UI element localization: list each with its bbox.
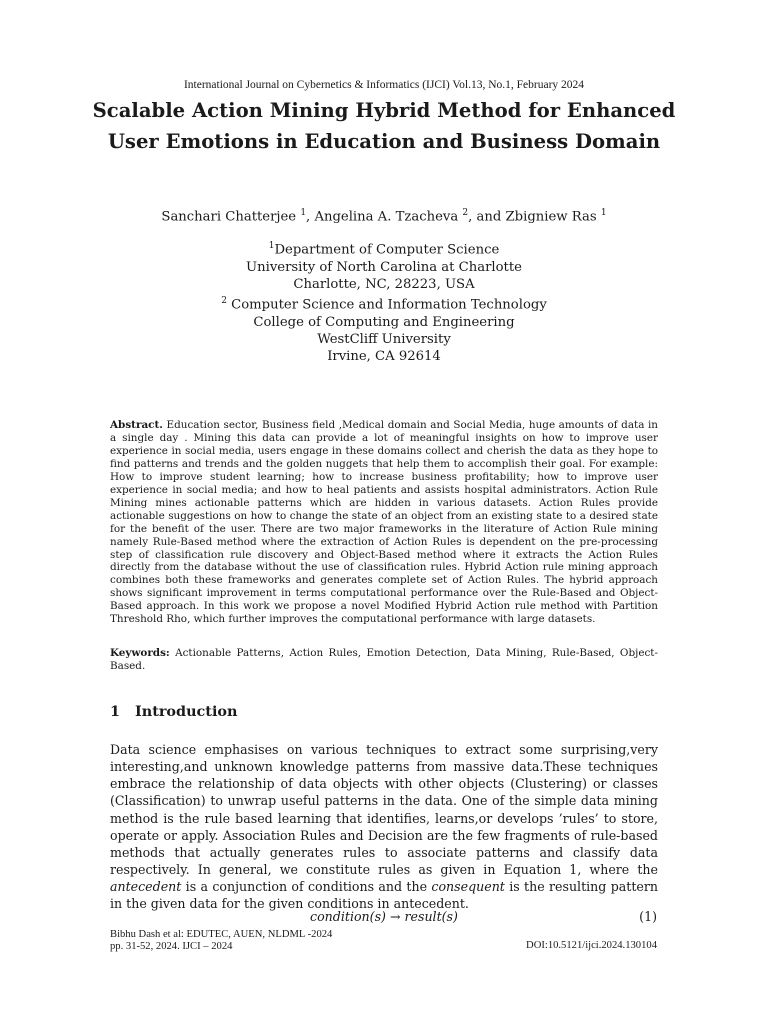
equation-number: (1)	[639, 909, 657, 924]
affiliation-line: $^2$ Computer Science and Information Technology	[221, 296, 547, 313]
author-name: Sanchari Chatterjee	[161, 209, 297, 225]
affiliation-line: University of North Carolina at Charlotte	[246, 259, 522, 275]
term-consequent: consequent	[431, 879, 505, 895]
equation-expression: condition(s) → result(s)	[310, 909, 458, 924]
abstract-text: Education sector, Business field ,Medical domain and Social Media, huge amounts of data in a single day . Mining this data can provide a lot of meaningful insights on how to improve user experience in social media, users engage in these domains collect and cherish the data as they hope to find patterns and trends and the golden nuggets that help them to accomplish their goal. For example: How to improve student learning; how to increase business profitability; how to improve user experience in social media; and how to heal patients and assists hospital administrators. Action Rule Mining mines actionable patterns which are hidden in various datasets. Action Rules provide actionable suggestions on how to change the state of an object from an existing state to a desired state for the benefit of the user. There are two major frameworks in the literature of Action Rule mining namely Rule-Based method where the extraction of Action Rules is dependent on the pre-processing step of classification rule discovery and Object-Based method where it extracts the Action Rules directly from the database without the use of classification rules. Hybrid Action rule mining approach combines both these frameworks and generates complete set of Action Rules. The hybrid approach shows significant improvement in terms computational performance over the Rule-Based and Object-Based approach. In this work we propose a novel Modified Hybrid Action rule method with Partition Threshold Rho, which further improves the computational performance with large datasets.	[110, 419, 658, 626]
affiliation-line: College of Computing and Engineering	[253, 314, 515, 330]
footer-doi: DOI:10.5121/ijci.2024.130104	[526, 940, 657, 951]
affiliation-mark: 1	[600, 208, 607, 218]
affiliation-mark: 1	[300, 208, 307, 218]
section-heading	[110, 703, 237, 720]
keywords-label: Keywords:	[110, 647, 170, 659]
keywords-text: Actionable Patterns, Action Rules, Emotion Detection, Data Mining, Rule-Based, Object-Based.	[110, 647, 658, 672]
author-name: and Zbigniew Ras	[476, 209, 597, 225]
paper-title: Scalable Action Mining Hybrid Method for Enhanced User Emotions in Education and Business Domain	[92, 99, 676, 153]
affiliation-mark: 2	[462, 208, 469, 218]
affiliation-line: WestCliff University	[317, 331, 451, 347]
affiliations	[0, 238, 768, 365]
author-name: Angelina A. Tzacheva	[314, 209, 459, 225]
author-list: Sanchari Chatterjee $^1$, Angelina A. Tzacheva $^2$, and Zbigniew Ras $^1$	[161, 208, 607, 225]
term-antecedent: antecedent	[110, 879, 182, 895]
affiliation-line: Irvine, CA 92614	[327, 349, 441, 364]
keywords	[110, 647, 658, 673]
footer-citation: Bibhu Dash et al: EDUTEC, AUEN, NLDML -2024 pp. 31-52, 2024. IJCI – 2024	[110, 929, 333, 952]
abstract-label: Abstract.	[110, 419, 163, 431]
intro-paragraph: Data science emphasises on various techniques to extract some surprising,very interesting,and unknown knowledge patterns from massive data.These techniques embrace the relationship of data objects with other objects (Clustering) or classes (Classification) to unwrap useful patterns in the data. One of the simple data mining method is the rule based learning that identifies, learns,or develops ’rules’ to store, operate or apply. Association Rules and Decision are the few fragments of rule-based methods that actually generates rules to associate patterns and classify data respectively. In general, we constitute rules as given in Equation 1, where the antecedent is a conjunction of conditions and the consequent is the resulting pattern in the given data for the given conditions in antecedent.	[110, 742, 658, 912]
running-head: International Journal on Cybernetics & Informatics (IJCI) Vol.13, No.1, February 2024	[183, 79, 585, 91]
abstract	[110, 419, 658, 626]
section-title: Introduction	[135, 703, 238, 720]
section-number: 1	[110, 703, 121, 720]
affiliation-line: $^1$Department of Computer Science	[268, 241, 500, 258]
affiliation-line: Charlotte, NC, 28223, USA	[293, 276, 475, 292]
